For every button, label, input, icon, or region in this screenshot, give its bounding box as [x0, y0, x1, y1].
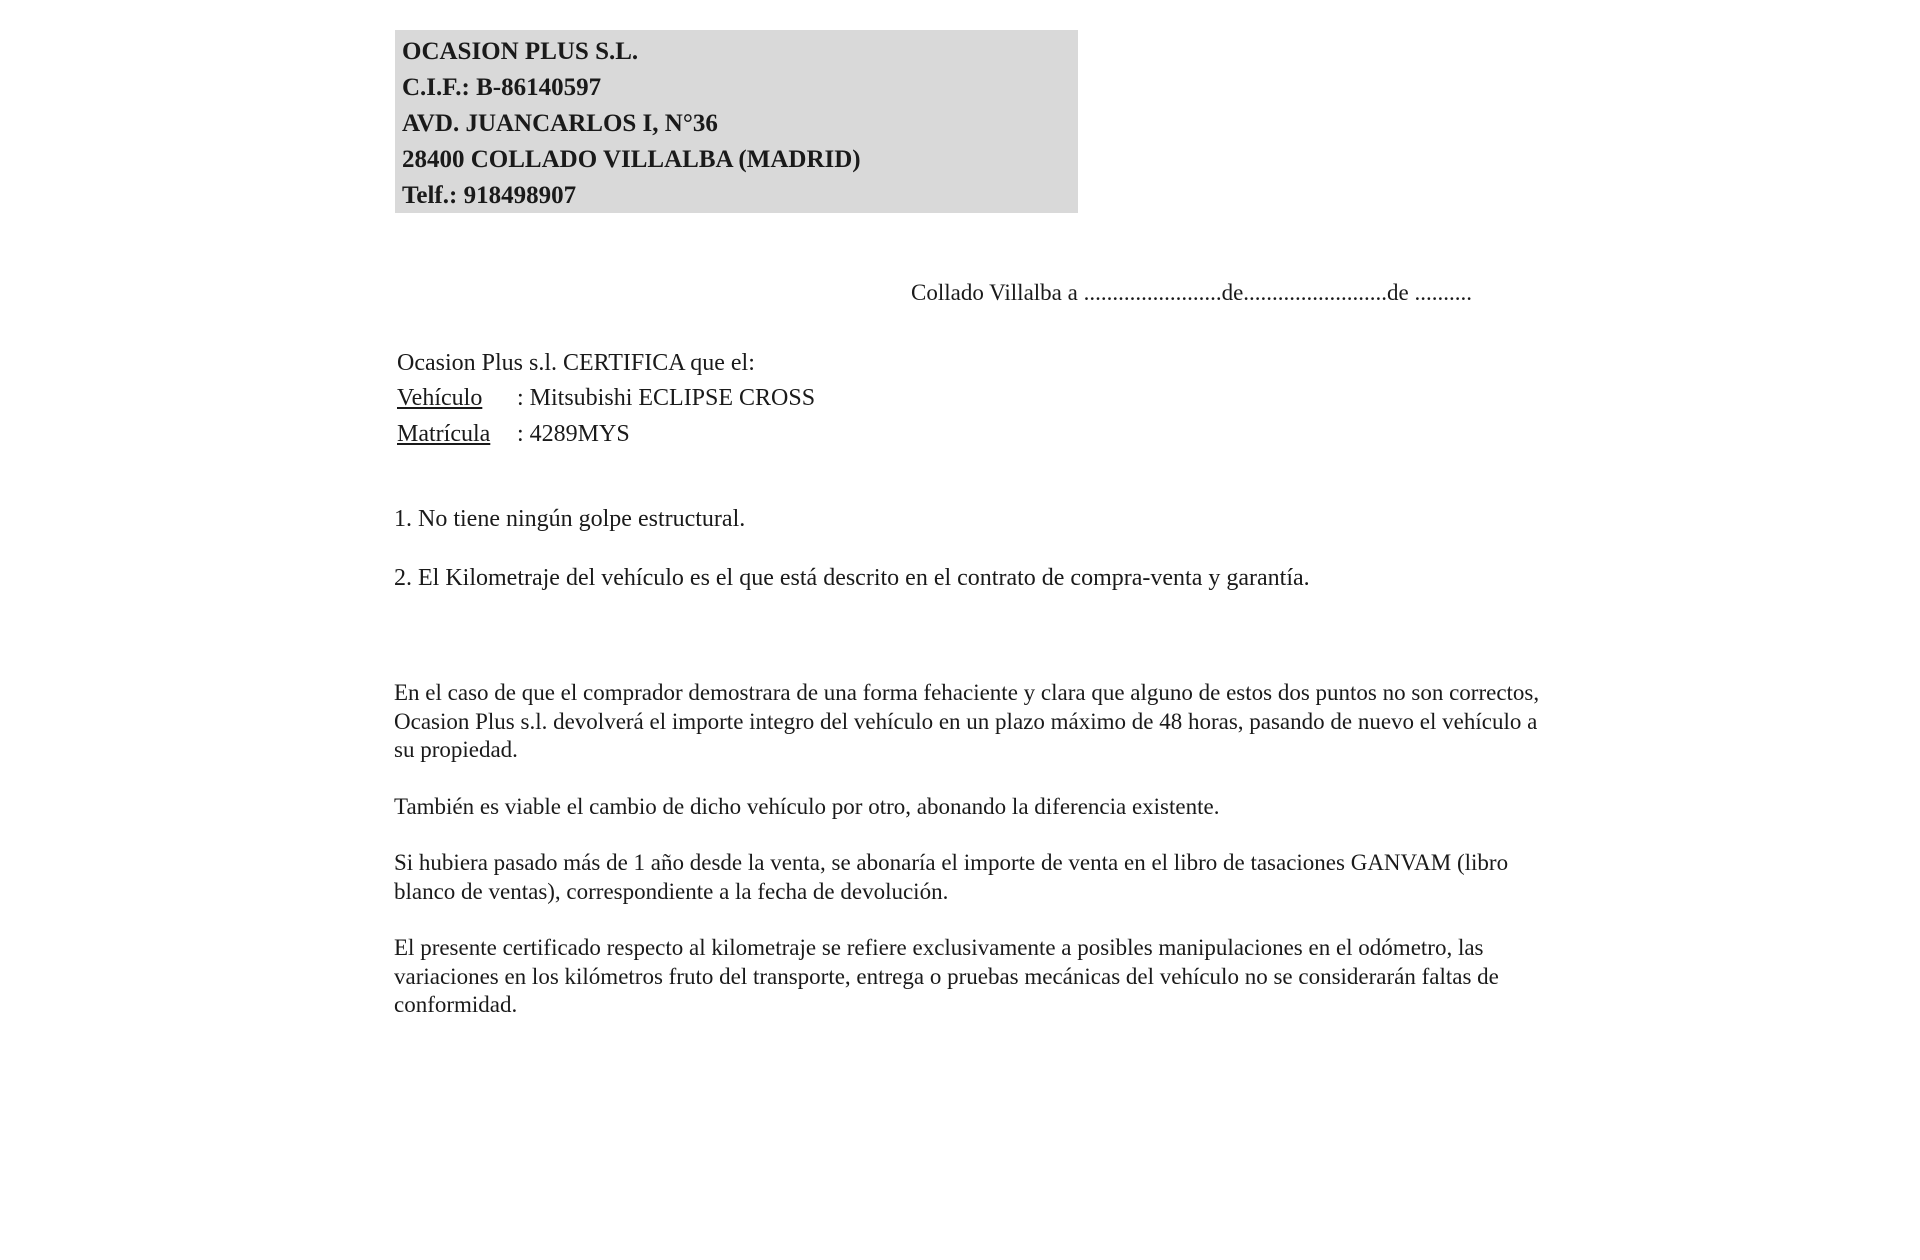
plate-label: Matrícula	[397, 421, 491, 447]
plate-value: : 4289MYS	[517, 421, 630, 447]
company-cif: C.I.F.: B-86140597	[402, 74, 602, 101]
company-city: 28400 COLLADO VILLALBA (MADRID)	[402, 146, 861, 173]
certificate-intro: Ocasion Plus s.l. CERTIFICA que el:	[397, 350, 755, 376]
plate-row	[397, 416, 815, 452]
point-item: 2. El Kilometraje del vehículo es el que está descrito en el contrato de compra-venta y garantía.	[394, 565, 1310, 591]
points-list	[394, 504, 1534, 622]
vehicle-label: Vehículo	[397, 385, 483, 411]
paragraph: El presente certificado respecto al kilometraje se refiere exclusivamente a posibles manipulaciones en el odómetro, las variaciones en los kilómetros fruto del transporte, entrega o pruebas mecánicas del vehículo no se considerarán faltas de conformidad.	[394, 935, 1499, 1017]
company-address: AVD. JUANCARLOS I, N°36	[402, 110, 718, 137]
vehicle-row	[397, 380, 815, 416]
body-paragraphs	[394, 679, 1544, 1048]
paragraph: También es viable el cambio de dicho vehículo por otro, abonando la diferencia existente.	[394, 793, 1220, 819]
point-item: 1. No tiene ningún golpe estructural.	[394, 506, 746, 532]
paragraph: Si hubiera pasado más de 1 año desde la venta, se abonaría el importe de venta en el libro de tasaciones GANVAM (libro blanco de ventas), correspondiente a la fecha de devolución.	[394, 850, 1509, 904]
certificate-block	[397, 346, 815, 452]
date-line: Collado Villalba a ........................de.........................de ..........	[911, 280, 1472, 305]
company-header-box	[395, 30, 1078, 213]
paragraph: En el caso de que el comprador demostrara de una forma fehaciente y clara que alguno de estos dos puntos no son correctos, Ocasion Plus s.l. devolverá el importe integro del vehículo en un plazo máximo de 48 horas, pasando de nuevo el vehículo a su propiedad.	[394, 680, 1540, 762]
company-name: OCASION PLUS S.L.	[402, 38, 639, 65]
vehicle-value: : Mitsubishi ECLIPSE CROSS	[517, 385, 816, 411]
company-phone: Telf.: 918498907	[402, 182, 577, 209]
